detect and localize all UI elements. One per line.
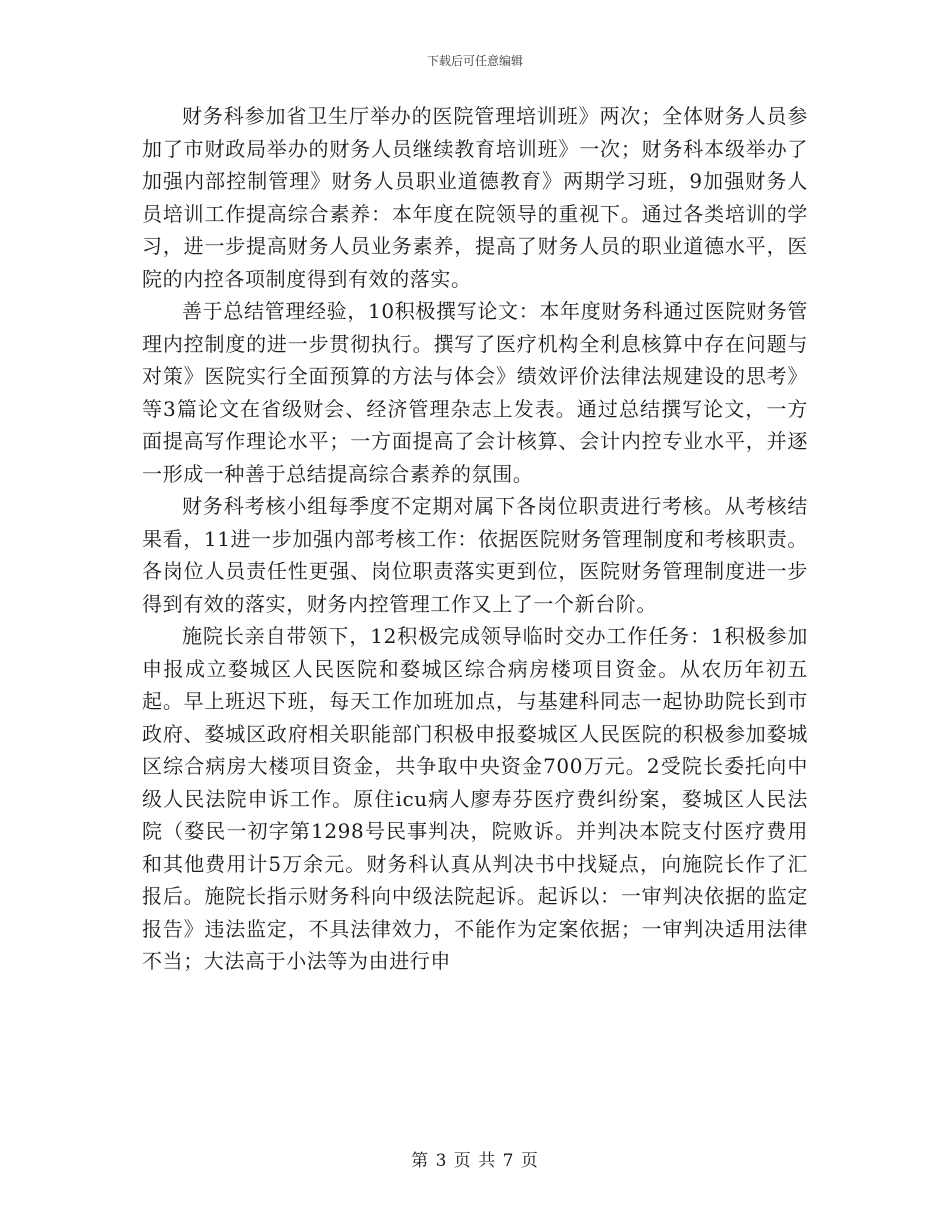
paragraph-papers: 善于总结管理经验，10积极撰写论文：本年度财务科通过医院财务管理内控制度的进一步贯彻执行。撰写了医疗机构全利息核算中存在问题与对策》医院实行全面预算的方法与体会》绩效评价法律法规建设的思考》等3篇论文在省级财会、经济管理杂志上发表。通过总结撰写论文，一方面提高写作理论水平；一方面提高了会计核算、会计内控专业水平，并逐一形成一种善于总结提高综合素养的氛围。 <box>142 299 808 486</box>
page-header <box>0 53 950 69</box>
paragraph-tasks: 施院长亲自带领下，12积极完成领导临时交办工作任务：1积极参加申报成立婺城区人民医院和婺城区综合病房楼项目资金。从农历年初五起。早上班迟下班，每天工作加班加点，与基建科同志一起协助院长到市政府、婺城区政府相关职能部门积极申报婺城区人民医院的积极参加婺城区综合病房大楼项目资金，共争取中央资金700万元。2受院长委托向中级人民法院申诉工作。原住icu病人廖寿芬医疗费纠纷案，婺城区人民法院（婺民一初字第1298号民事判决，院败诉。并判决本院支付医疗费用和其他费用计5万余元。财务科认真从判决书中找疑点，向施院长作了汇报后。施院长指示财务科向中级法院起诉。起诉以：一审判决依据的监定报告》违法监定，不具法律效力，不能作为定案依据；一审判决适用法律不当；大法高于小法等为由进行申 <box>142 624 808 973</box>
page-footer <box>0 1150 950 1172</box>
page-number: 第 3 页 共 7 页 <box>411 1151 539 1171</box>
document-body <box>142 100 808 978</box>
paragraph-training: 财务科参加省卫生厅举办的医院管理培训班》两次；全体财务人员参加了市财政局举办的财务人员继续教育培训班》一次；财务科本级举办了加强内部控制管理》财务人员职业道德教育》两期学习班，9加强财务人员培训工作提高综合素养：本年度在院领导的重视下。通过各类培训的学习，进一步提高财务人员业务素养，提高了财务人员的职业道德水平，医院的内控各项制度得到有效的落实。 <box>142 104 808 291</box>
paragraph-assessment: 财务科考核小组每季度不定期对属下各岗位职责进行考核。从考核结果看，11进一步加强内部考核工作：依据医院财务管理制度和考核职责。各岗位人员责任性更强、岗位职责落实更到位，医院财务管理制度进一步得到有效的落实，财务内控管理工作又上了一个新台阶。 <box>142 494 808 616</box>
header-note: 下载后可任意编辑 <box>426 54 523 68</box>
